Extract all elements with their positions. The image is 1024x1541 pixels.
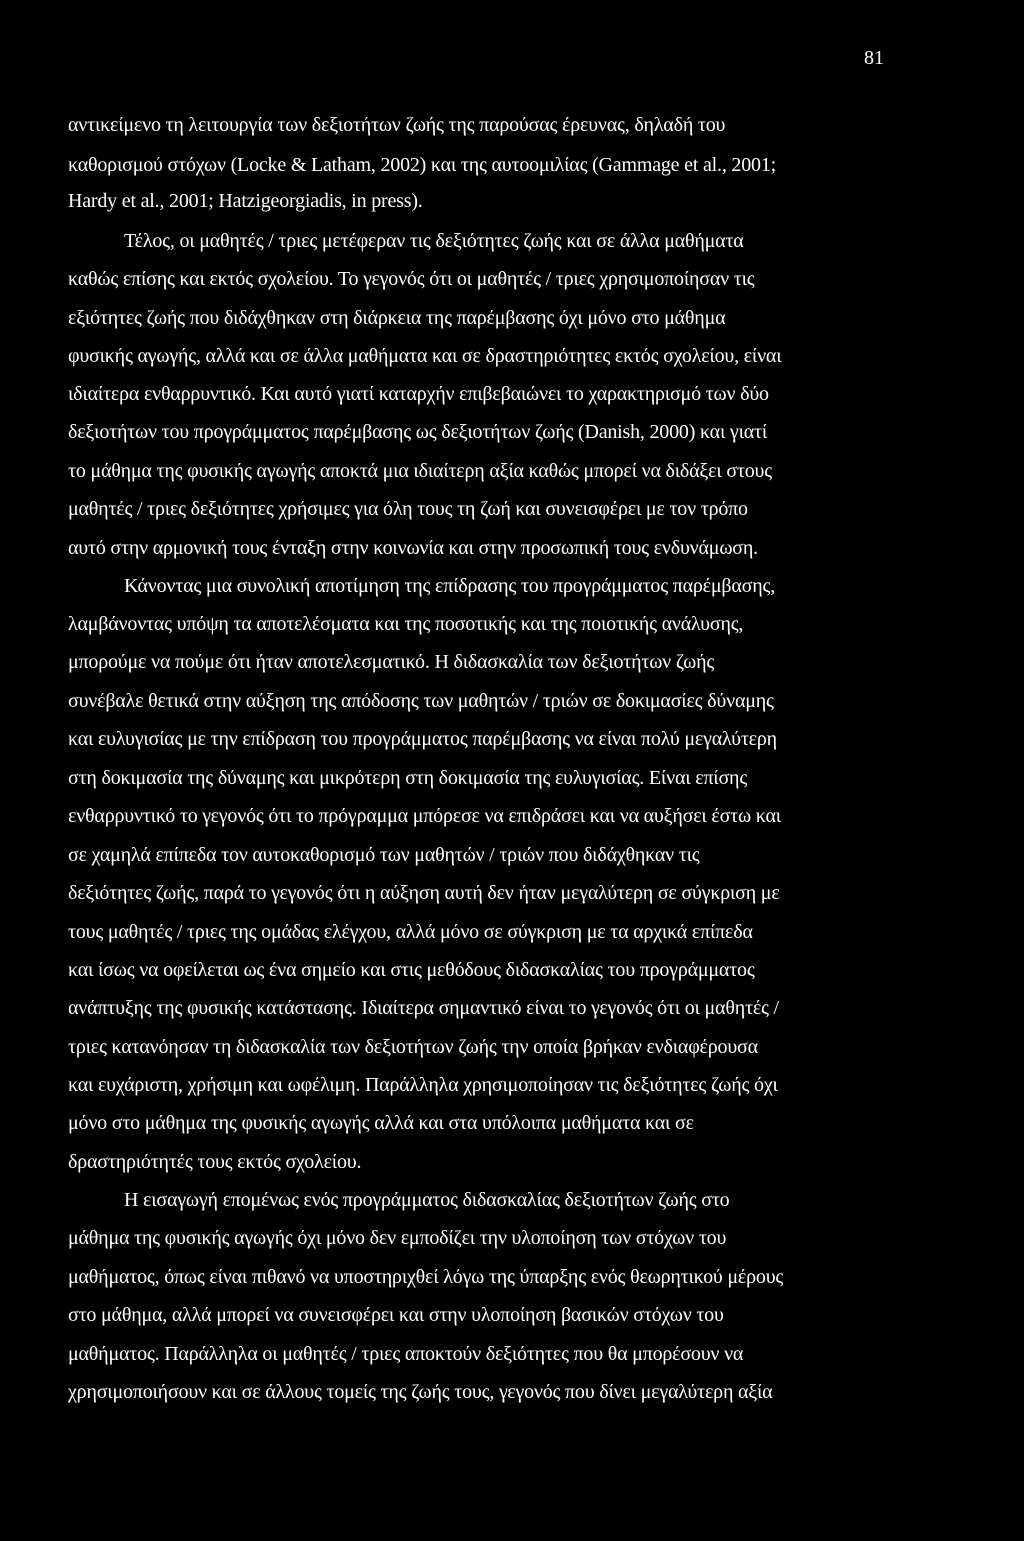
text-line: και ευλυγισίας με την επίδραση του προγράμματος παρέμβασης να είναι πολύ μεγαλύτερη <box>68 728 777 750</box>
text-line: στο μάθημα, αλλά μπορεί να συνεισφέρει και στην υλοποίηση βασικών στόχων του <box>68 1304 724 1326</box>
text-line: εξιότητες ζωής που διδάχθηκαν στη διάρκεια της παρέμβασης όχι μόνο στο μάθημα <box>68 307 726 329</box>
text-line: Η εισαγωγή επομένως ενός προγράμματος διδασκαλίας δεξιοτήτων ζωής στο <box>124 1189 730 1211</box>
text-line: τους μαθητές / τριες της ομάδας ελέγχου, αλλά μόνο σε σύγκριση με τα αρχικά επίπεδα <box>68 921 753 943</box>
text-line: φυσικής αγωγής, αλλά και σε άλλα μαθήματα και σε δραστηριότητες εκτός σχολείου, είναι <box>68 345 782 367</box>
text-line: δεξιότητες ζωής, παρά το γεγονός ότι η αύξηση αυτή δεν ήταν μεγαλύτερη σε σύγκριση με <box>68 882 780 904</box>
text-line: τριες κατανόησαν τη διδασκαλία των δεξιοτήτων ζωής την οποία βρήκαν ενδιαφέρουσα <box>68 1036 758 1058</box>
text-line: μαθήματος, όπως είναι πιθανό να υποστηριχθεί λόγω της ύπαρξης ενός θεωρητικού μέρους <box>68 1266 784 1288</box>
text-line: και ίσως να οφείλεται ως ένα σημείο και στις μεθόδους διδασκαλίας του προγράμματος <box>68 959 755 981</box>
text-line: στη δοκιμασία της δύναμης και μικρότερη στη δοκιμασία της ευλυγισίας. Είναι επίσης <box>68 767 748 789</box>
text-line: δεξιοτήτων του προγράμματος παρέμβασης ως δεξιοτήτων ζωής (Danish, 2000) και γιατί <box>68 421 768 443</box>
page-number: 81 <box>864 47 884 69</box>
text-line: καθορισμού στόχων (Locke & Latham, 2002) και της αυτοομιλίας (Gammage et al., 2001; <box>68 154 776 176</box>
text-line: μάθημα της φυσικής αγωγής όχι μόνο δεν εμποδίζει την υλοποίηση των στόχων του <box>68 1227 727 1249</box>
text-line: Hardy et al., 2001; Hatzigeorgiadis, in press). <box>68 190 423 212</box>
text-line: μπορούμε να πούμε ότι ήταν αποτελεσματικό. Η διδασκαλία των δεξιοτήτων ζωής <box>68 651 715 673</box>
text-line: Τέλος, οι μαθητές / τριες μετέφεραν τις δεξιότητες ζωής και σε άλλα μαθήματα <box>124 230 744 252</box>
text-line: μαθήματος. Παράλληλα οι μαθητές / τριες αποκτούν δεξιότητες που θα μπορέσουν να <box>68 1343 744 1365</box>
text-line: αυτό στην αρμονική τους ένταξη στην κοινωνία και στην προσωπική τους ενδυνάμωση. <box>68 537 758 559</box>
text-line: καθώς επίσης και εκτός σχολείου. Το γεγονός ότι οι μαθητές / τριες χρησιμοποίησαν τις <box>68 268 755 290</box>
text-line: μαθητές / τριες δεξιότητες χρήσιμες για όλη τους τη ζωή και συνεισφέρει με τον τρόπο <box>68 498 748 520</box>
text-line: ιδιαίτερα ενθαρρυντικό. Και αυτό γιατί καταρχήν επιβεβαιώνει το χαρακτηρισμό των δύο <box>68 383 769 405</box>
text-line: αντικείμενο τη λειτουργία των δεξιοτήτων ζωής της παρούσας έρευνας, δηλαδή του <box>68 114 726 136</box>
text-line: Κάνοντας μια συνολική αποτίμηση της επίδρασης του προγράμματος παρέμβασης, <box>124 575 776 597</box>
text-line: συνέβαλε θετικά στην αύξηση της απόδοσης των μαθητών / τριών σε δοκιμασίες δύναμης <box>68 690 774 712</box>
text-line: το μάθημα της φυσικής αγωγής αποκτά μια ιδιαίτερη αξία καθώς μπορεί να διδάξει στους <box>68 460 772 482</box>
text-line: λαμβάνοντας υπόψη τα αποτελέσματα και της ποσοτικής και της ποιοτικής ανάλυσης, <box>68 613 744 635</box>
text-line: χρησιμοποιήσουν και σε άλλους τομείς της ζωής τους, γεγονός που δίνει μεγαλύτερη αξία <box>68 1381 773 1403</box>
text-line: μόνο στο μάθημα της φυσικής αγωγής αλλά και στα υπόλοιπα μαθήματα και σε <box>68 1112 694 1134</box>
text-line: δραστηριότητές τους εκτός σχολείου. <box>68 1151 362 1173</box>
text-line: ανάπτυξης της φυσικής κατάστασης. Ιδιαίτερα σημαντικό είναι το γεγονός ότι οι μαθητές / <box>68 997 779 1019</box>
text-line: και ευχάριστη, χρήσιμη και ωφέλιμη. Παράλληλα χρησιμοποίησαν τις δεξιότητες ζωής όχι <box>68 1074 778 1096</box>
text-line: σε χαμηλά επίπεδα τον αυτοκαθορισμό των μαθητών / τριών που διδάχθηκαν τις <box>68 844 700 866</box>
text-line: ενθαρρυντικό το γεγονός ότι το πρόγραμμα μπόρεσε να επιδράσει και να αυξήσει έστω και <box>68 805 781 827</box>
